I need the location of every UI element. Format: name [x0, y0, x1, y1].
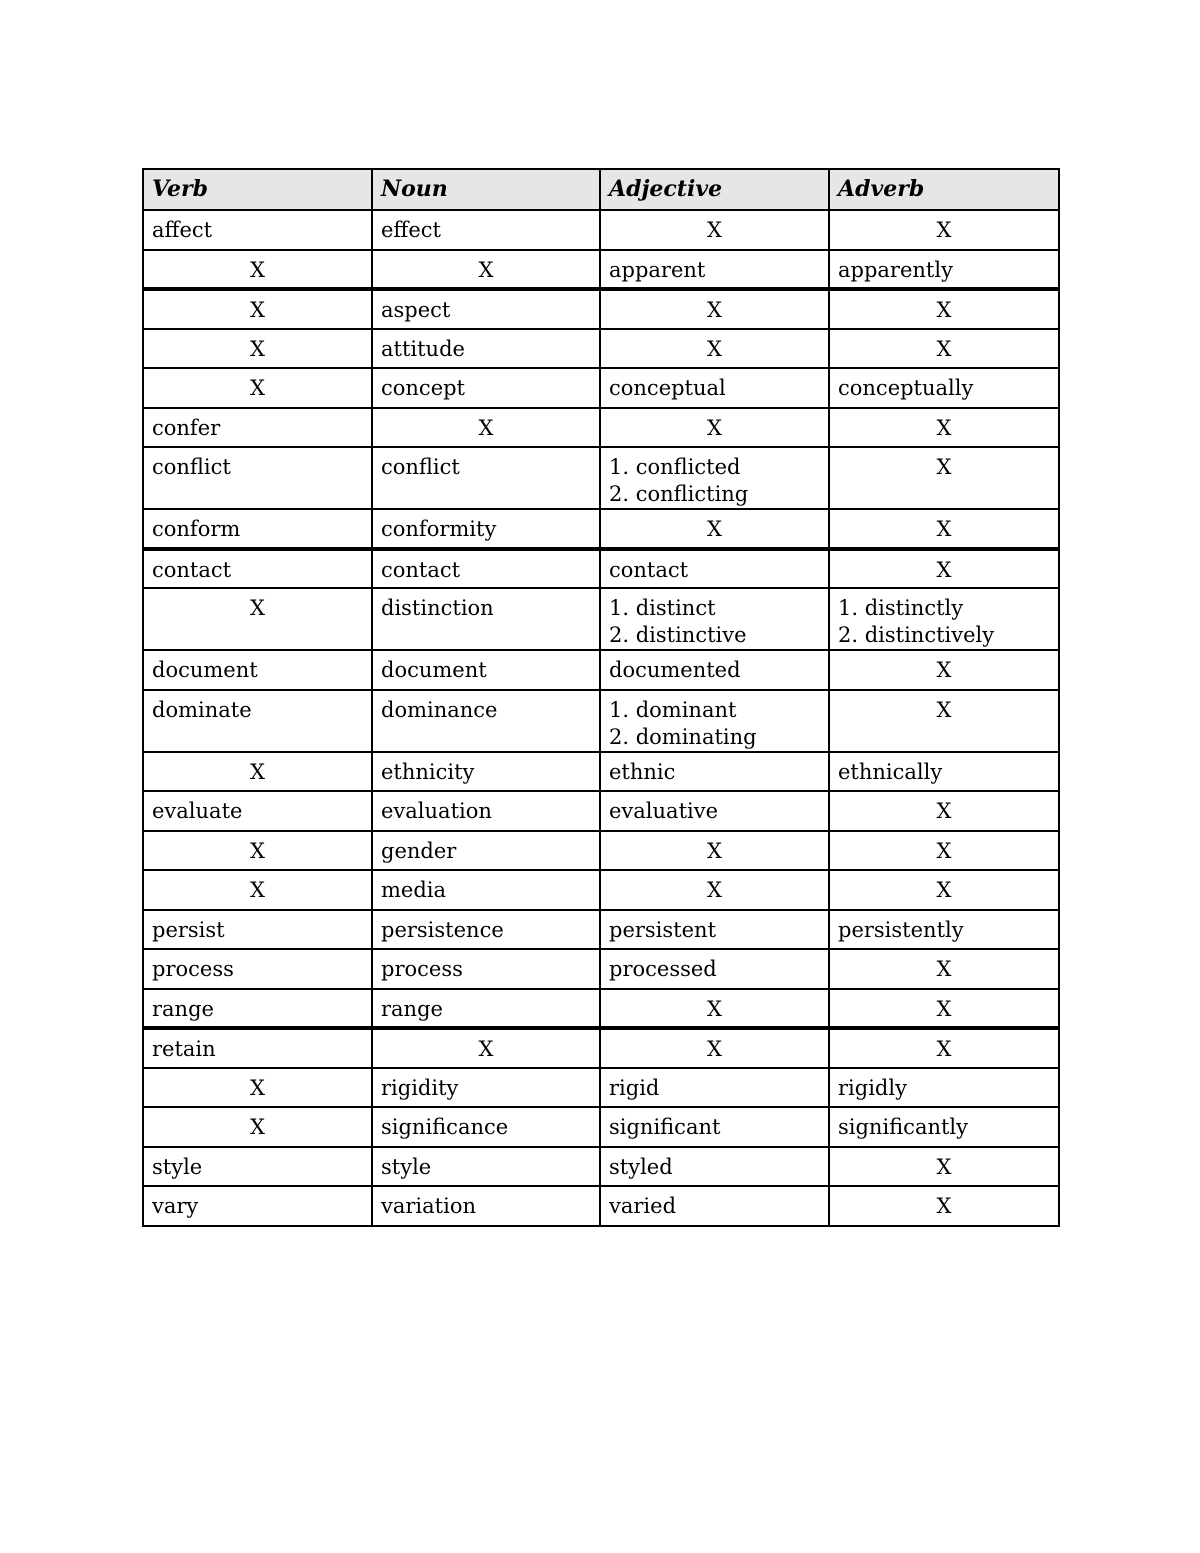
cell-text: X [936, 1194, 952, 1218]
cell-adjective [600, 791, 829, 831]
cell-adverb [829, 690, 1059, 752]
cell-text: range [381, 996, 443, 1021]
cell-text: X [707, 336, 722, 361]
cell-noun [372, 1028, 600, 1068]
cell-text: X [936, 1154, 952, 1179]
cell-text: X [250, 878, 265, 902]
cell-verb [143, 588, 372, 650]
cell-noun [372, 752, 600, 792]
header-adverb: Adverb [829, 169, 1059, 210]
cell-text: gender [381, 838, 457, 863]
cell-text: ethnic [609, 759, 676, 784]
cell-adverb [829, 752, 1059, 792]
table-row [143, 690, 1059, 752]
cell-text: X [936, 415, 952, 440]
cell-text: styled [609, 1154, 673, 1179]
cell-noun [372, 250, 600, 290]
cell-verb [143, 329, 372, 369]
cell-adjective [600, 447, 829, 509]
cell-adverb [829, 650, 1059, 690]
table-row [143, 447, 1059, 509]
cell-adjective [600, 289, 829, 329]
cell-adverb [829, 1147, 1059, 1187]
cell-text: evaluative [609, 799, 719, 823]
cell-text: persistence [381, 917, 504, 942]
cell-text: rigidly [838, 1075, 907, 1100]
header-noun: Noun [372, 169, 600, 210]
cell-adjective [600, 329, 829, 369]
cell-adverb [829, 289, 1059, 329]
table-row [143, 650, 1059, 690]
cell-text: ethnically [838, 759, 943, 784]
table-row [143, 1028, 1059, 1068]
cell-text: document [152, 658, 258, 682]
cell-noun [372, 289, 600, 329]
cell-adverb [829, 831, 1059, 871]
cell-text: X [936, 996, 952, 1021]
cell-text: X [250, 257, 265, 282]
cell-noun [372, 509, 600, 549]
cell-adverb [829, 368, 1059, 408]
cell-adjective [600, 1028, 829, 1068]
table-row [143, 1068, 1059, 1108]
cell-adjective [600, 1068, 829, 1108]
cell-text: X [936, 878, 952, 902]
cell-text: documented [609, 658, 741, 682]
cell-adjective [600, 210, 829, 250]
cell-verb [143, 1028, 372, 1068]
cell-text: X [936, 218, 952, 242]
cell-noun [372, 1107, 600, 1147]
word-forms-table [142, 168, 1060, 1227]
cell-text: X [707, 838, 722, 863]
cell-text: dominance [381, 697, 498, 722]
cell-text: X [936, 838, 952, 863]
cell-verb [143, 210, 372, 250]
cell-verb [143, 949, 372, 989]
cell-verb [143, 368, 372, 408]
cell-noun [372, 870, 600, 910]
table-row [143, 989, 1059, 1029]
cell-text: X [936, 799, 952, 823]
table-row [143, 408, 1059, 448]
cell-text: 1. distinct [609, 596, 716, 620]
cell-text: document [381, 658, 487, 682]
cell-adjective [600, 690, 829, 752]
cell-adjective [600, 509, 829, 549]
header-verb: Verb [143, 169, 372, 210]
cell-verb [143, 831, 372, 871]
cell-verb [143, 791, 372, 831]
cell-text: X [250, 596, 265, 620]
cell-noun [372, 1147, 600, 1187]
cell-noun [372, 650, 600, 690]
cell-text: 1. distinctly [838, 596, 964, 620]
cell-adjective [600, 650, 829, 690]
cell-adjective [600, 752, 829, 792]
cell-noun [372, 910, 600, 950]
cell-text: X [707, 1037, 722, 1061]
cell-text: X [250, 376, 265, 400]
cell-text: conform [152, 517, 241, 541]
cell-text: X [250, 298, 265, 322]
cell-text: vary [152, 1194, 199, 1218]
cell-verb [143, 1068, 372, 1108]
cell-adjective [600, 870, 829, 910]
cell-text: contact [381, 557, 461, 582]
cell-text: X [707, 218, 722, 242]
table-row [143, 289, 1059, 329]
cell-adverb [829, 1068, 1059, 1108]
table-row [143, 1147, 1059, 1187]
cell-text: X [936, 455, 952, 479]
cell-text: conformity [381, 517, 497, 541]
cell-text: X [250, 1115, 265, 1139]
cell-text: evaluation [381, 799, 492, 823]
table-row [143, 329, 1059, 369]
table-body [143, 210, 1059, 1226]
cell-text: X [478, 1037, 494, 1061]
cell-text: effect [381, 218, 441, 242]
cell-adverb [829, 910, 1059, 950]
cell-noun [372, 210, 600, 250]
cell-text: conceptually [838, 376, 974, 400]
cell-text: style [152, 1154, 203, 1179]
cell-noun [372, 831, 600, 871]
cell-text: process [381, 957, 463, 981]
cell-text: apparently [838, 257, 953, 282]
cell-adjective [600, 250, 829, 290]
table-row [143, 791, 1059, 831]
cell-text: media [381, 878, 447, 902]
cell-noun [372, 1186, 600, 1226]
table-row [143, 870, 1059, 910]
cell-text: confer [152, 415, 221, 440]
cell-text: X [707, 415, 722, 440]
cell-text: varied [609, 1194, 677, 1218]
cell-adverb [829, 447, 1059, 509]
cell-text: X [478, 415, 494, 440]
cell-adverb [829, 791, 1059, 831]
cell-adverb [829, 588, 1059, 650]
cell-text: X [936, 1037, 952, 1061]
cell-text: retain [152, 1037, 216, 1061]
cell-verb [143, 509, 372, 549]
cell-adverb [829, 1028, 1059, 1068]
cell-verb [143, 910, 372, 950]
cell-adjective [600, 1186, 829, 1226]
cell-verb [143, 549, 372, 589]
cell-text: X [707, 517, 722, 541]
cell-text: X [250, 838, 265, 863]
cell-text: 2. dominating [609, 724, 757, 749]
cell-text: process [152, 957, 234, 981]
cell-adverb [829, 1186, 1059, 1226]
cell-text: X [478, 257, 494, 282]
cell-text: conceptual [609, 376, 726, 400]
cell-text: X [707, 878, 722, 902]
cell-text: processed [609, 957, 717, 981]
cell-text: X [936, 517, 952, 541]
cell-text: rigid [609, 1075, 660, 1100]
cell-adjective [600, 588, 829, 650]
cell-text: conflict [381, 455, 460, 479]
cell-text: contact [152, 557, 232, 582]
cell-adverb [829, 989, 1059, 1029]
cell-noun [372, 791, 600, 831]
cell-adjective [600, 989, 829, 1029]
cell-adjective [600, 831, 829, 871]
cell-text: distinction [381, 596, 494, 620]
cell-text: dominate [152, 697, 252, 722]
cell-verb [143, 870, 372, 910]
cell-text: X [250, 1075, 265, 1100]
table-row [143, 1107, 1059, 1147]
cell-text: significance [381, 1115, 509, 1139]
cell-text: affect [152, 218, 213, 242]
cell-noun [372, 1068, 600, 1108]
cell-noun [372, 408, 600, 448]
cell-noun [372, 588, 600, 650]
cell-text: X [707, 996, 722, 1021]
cell-noun [372, 690, 600, 752]
cell-adjective [600, 368, 829, 408]
cell-text: X [936, 658, 952, 682]
cell-noun [372, 329, 600, 369]
cell-text: 1. dominant [609, 697, 737, 722]
cell-text: range [152, 996, 214, 1021]
cell-adverb [829, 949, 1059, 989]
cell-text: variation [381, 1194, 476, 1218]
table-header-row [143, 169, 1059, 210]
cell-verb [143, 408, 372, 448]
cell-verb [143, 1186, 372, 1226]
table-row [143, 549, 1059, 589]
cell-noun [372, 368, 600, 408]
cell-verb [143, 752, 372, 792]
cell-text: X [936, 298, 952, 322]
cell-text: attitude [381, 336, 465, 361]
cell-adverb [829, 250, 1059, 290]
cell-text: rigidity [381, 1075, 459, 1100]
table-row [143, 588, 1059, 650]
cell-verb [143, 650, 372, 690]
cell-adjective [600, 549, 829, 589]
cell-noun [372, 447, 600, 509]
cell-text: 1. conflicted [609, 455, 741, 479]
cell-text: X [707, 298, 722, 322]
cell-text: persistent [609, 917, 717, 942]
cell-verb [143, 690, 372, 752]
cell-verb [143, 447, 372, 509]
cell-text: aspect [381, 298, 451, 322]
cell-text: X [936, 336, 952, 361]
cell-text: 2. conflicting [609, 482, 749, 506]
cell-adverb [829, 1107, 1059, 1147]
cell-adverb [829, 870, 1059, 910]
cell-adverb [829, 509, 1059, 549]
cell-text: significantly [838, 1115, 969, 1139]
cell-text: persist [152, 917, 225, 942]
cell-text: X [936, 697, 952, 722]
cell-adverb [829, 549, 1059, 589]
cell-adjective [600, 1107, 829, 1147]
header-adjective: Adjective [600, 169, 829, 210]
cell-text: persistently [838, 917, 964, 942]
cell-verb [143, 250, 372, 290]
cell-text: 2. distinctively [838, 623, 995, 647]
cell-text: conflict [152, 455, 231, 479]
table-row [143, 752, 1059, 792]
cell-verb [143, 1147, 372, 1187]
cell-text: contact [609, 557, 689, 582]
cell-text: style [381, 1154, 432, 1179]
cell-text: X [936, 557, 952, 582]
cell-text: X [250, 336, 265, 361]
cell-text: apparent [609, 257, 706, 282]
cell-text: X [250, 759, 265, 784]
cell-adjective [600, 1147, 829, 1187]
cell-noun [372, 949, 600, 989]
table-row [143, 250, 1059, 290]
cell-text: evaluate [152, 799, 243, 823]
table-row [143, 1186, 1059, 1226]
table-row [143, 210, 1059, 250]
cell-verb [143, 1107, 372, 1147]
cell-adverb [829, 408, 1059, 448]
cell-adjective [600, 910, 829, 950]
cell-adjective [600, 949, 829, 989]
table-row [143, 949, 1059, 989]
cell-adverb [829, 210, 1059, 250]
cell-text: 2. distinctive [609, 623, 747, 647]
cell-adverb [829, 329, 1059, 369]
cell-verb [143, 289, 372, 329]
cell-text: significant [609, 1115, 721, 1139]
table-row [143, 368, 1059, 408]
cell-verb [143, 989, 372, 1029]
cell-noun [372, 549, 600, 589]
cell-noun [372, 989, 600, 1029]
table-row [143, 509, 1059, 549]
cell-adjective [600, 408, 829, 448]
table-row [143, 910, 1059, 950]
table-row [143, 831, 1059, 871]
cell-text: concept [381, 376, 465, 400]
cell-text: X [936, 957, 952, 981]
cell-text: ethnicity [381, 759, 475, 784]
